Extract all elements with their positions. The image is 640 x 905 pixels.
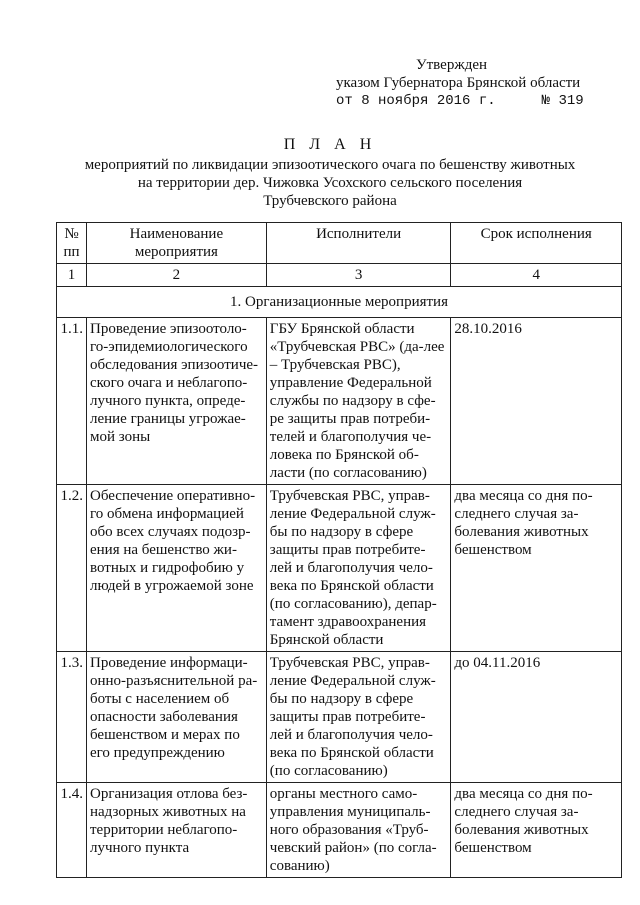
- row-name: Организация отлова без-надзорных животных на территории неблагопо-лучного пункта: [86, 783, 266, 878]
- title-line3: Трубчевского района: [263, 193, 397, 209]
- approval-number: № 319: [541, 93, 584, 109]
- title-line1: мероприятий по ликвидации эпизоотического очага по бешенству животных: [84, 157, 576, 173]
- row-term: два месяца со дня по-следнего случая за-болевания животных бешенством: [451, 485, 622, 652]
- table-row: [57, 318, 622, 485]
- col-number: 1: [57, 264, 87, 287]
- row-executors: органы местного само-управления муниципаль-ного образования «Труб-чевский район» (по согла-сованию): [266, 783, 451, 878]
- row-num: 1.3.: [57, 652, 87, 783]
- section-title: 1. Организационные мероприятия: [57, 287, 622, 318]
- row-name: Проведение эпизоотоло-го-эпидемиологического обследования эпизоотиче-ского очага и неблагопо-лучного пункта, опреде-ление границы угрожае-мой зоны: [86, 318, 266, 485]
- row-num: 1.4.: [57, 783, 87, 878]
- header-term: Срок исполнения: [451, 223, 622, 264]
- row-executors: ГБУ Брянской области «Трубчевская РВС» (да-лее – Трубчевская РВС), управление Федеральной службы по надзору в сфе-ре защиты прав потреби-телей и благополучия че-ловека по Брянской об-ласти (по согласованию): [266, 318, 451, 485]
- approval-line2: указом Губернатора Брянской области: [336, 75, 581, 91]
- title-plan: П Л А Н: [283, 136, 377, 153]
- col-number: 2: [86, 264, 266, 287]
- table-row: [57, 652, 622, 783]
- col-number: 3: [266, 264, 451, 287]
- plan-table: [56, 222, 622, 878]
- row-executors: Трубчевская РВС, управ-ление Федеральной служ-бы по надзору в сфере защиты прав потребите-лей и благополучия чело-века по Брянской области (по согласованию): [266, 652, 451, 783]
- section-row: [57, 287, 622, 318]
- table-row: [57, 783, 622, 878]
- header-num: № пп: [57, 223, 87, 264]
- col-number: 4: [451, 264, 622, 287]
- approval-stamp: [336, 56, 626, 110]
- header-executors: Исполнители: [266, 223, 451, 264]
- approval-line1: Утвержден: [416, 57, 488, 73]
- approval-date-line: [336, 92, 626, 110]
- column-number-row: [57, 264, 622, 287]
- header-name: Наименование мероприятия: [86, 223, 266, 264]
- row-executors: Трубчевская РВС, управ-ление Федеральной служ-бы по надзору в сфере защиты прав потребите-лей и благополучия чело-века по Брянской области (по согласованию), депар-тамент здравоохранения Брянской области: [266, 485, 451, 652]
- row-num: 1.1.: [57, 318, 87, 485]
- table-row: [57, 485, 622, 652]
- document-title: [40, 136, 620, 210]
- title-line2: на территории дер. Чижовка Усохского сельского поселения: [137, 175, 523, 191]
- table-header-row: [57, 223, 622, 264]
- row-num: 1.2.: [57, 485, 87, 652]
- row-term: два месяца со дня по-следнего случая за-болевания животных бешенством: [451, 783, 622, 878]
- row-term: до 04.11.2016: [451, 652, 622, 783]
- approval-date: от 8 ноября 2016 г.: [336, 93, 496, 109]
- row-name: Обеспечение оперативно-го обмена информацией обо всех случаях подозр-ения на бешенство жи-вотных и гидрофобию у людей в угрожаемой зоне: [86, 485, 266, 652]
- row-term: 28.10.2016: [451, 318, 622, 485]
- row-name: Проведение информаци-онно-разъяснительной ра-боты с населением об опасности заболевания бешенством и мерах по его предупреждению: [86, 652, 266, 783]
